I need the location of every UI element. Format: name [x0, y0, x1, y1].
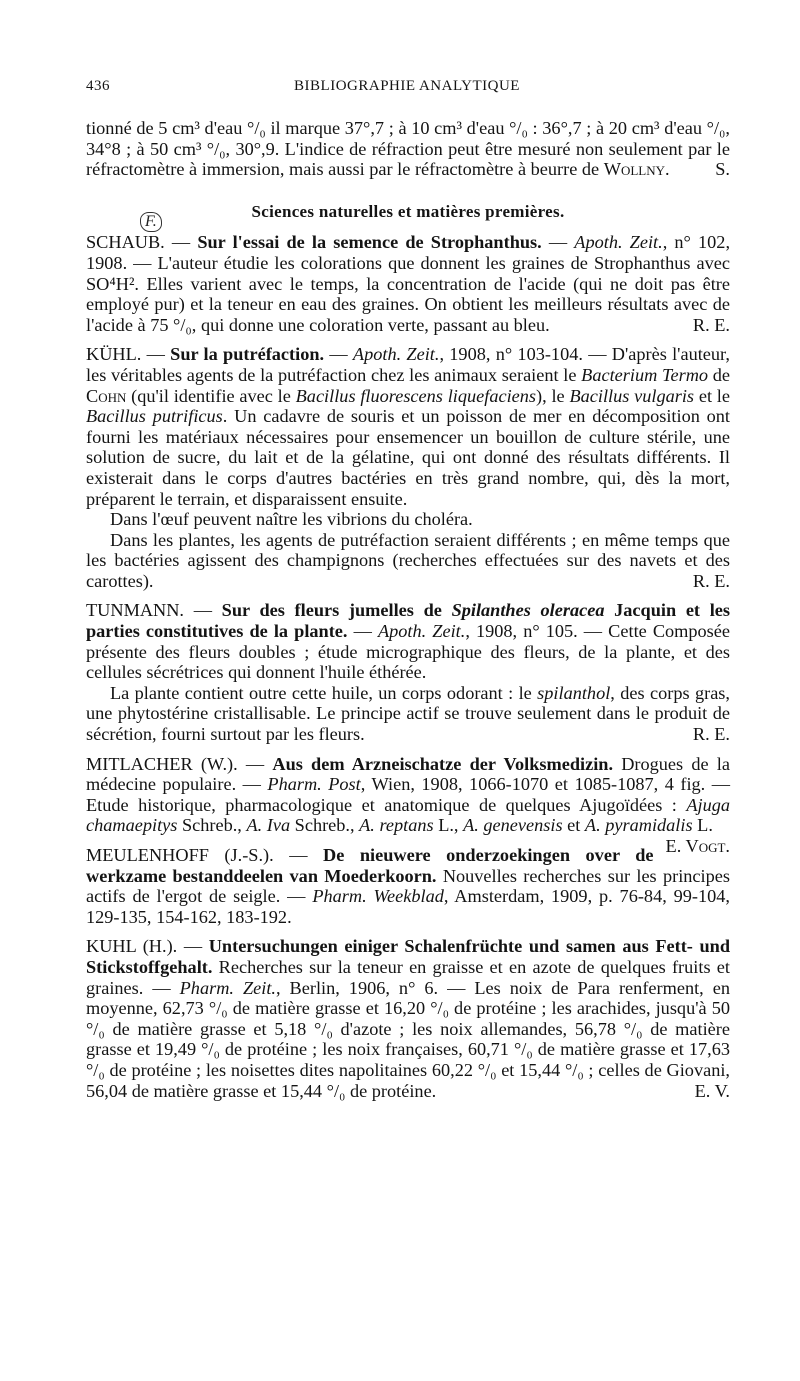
dash: — [184, 600, 222, 621]
journal-name: Pharm. Zeit. [179, 977, 276, 998]
entry-text: , Amsterdam, 1909, p. 76-84, 99-104, 129-135, 154-162, 183-192. [86, 886, 730, 927]
signature: R. E. [692, 724, 730, 745]
signature: S. [715, 159, 730, 180]
entry-schaub [86, 213, 731, 335]
species-name: Bacillus putrificus [86, 406, 223, 427]
species-name: Bacterium Termo [581, 364, 709, 385]
dash: — [324, 344, 353, 365]
entry-meulenhoff [86, 845, 730, 927]
entry-text: , 1908, n° 103-104. — D'après l'auteur, les véritables agents de la putréfaction chez les animaux seraient le [86, 344, 730, 385]
entry-text: . Un cadavre de souris et un poisson de mer en décomposition ont fourni les matériaux nécessaires pour ensemencer un bouillon de culture stérile, une solution de sucre, du lait et de la gélatine, qui ont donné des résultats différents. Il existerait dans le corps d'autres bactéries en très grand nombre, qui, dès la mort, préparent le terrain, et disparaissent ensuite. [86, 406, 730, 509]
entry-author: MITLACHER (W.). [86, 753, 238, 774]
journal-name: Apoth. Zeit. [352, 344, 440, 365]
entry-text: de [708, 364, 731, 385]
dash: — [141, 344, 171, 365]
entry-title: Aus dem Arzneischatze der Volksmedizin. [272, 753, 614, 774]
entry-kuhl-h [86, 936, 730, 1101]
entry-text: Drogues de la médecine populaire. — [86, 753, 730, 795]
journal-name: Pharm. Weekblad [312, 886, 444, 907]
entry-text: ), le [536, 385, 570, 406]
entry-paragraph [86, 683, 730, 745]
entry-author: MEULENHOFF (J.-S.). [86, 845, 274, 865]
entry-author: TUNMANN. [86, 600, 185, 621]
entry-text: Dans les plantes, les agents de putréfaction seraient différents ; en même temps que les bactéries agissent des champignons (recherches effectuées sur des navets et des carottes). [86, 529, 730, 591]
entry-title-cont: Jacquin et les parties constitutives de la plante. [86, 600, 731, 642]
entry-text: et [562, 815, 585, 836]
species-name: Ajuga chamaepitys [86, 794, 730, 836]
signature: R. E. [692, 570, 730, 591]
signature: E. Vogt. [665, 836, 730, 856]
entry-text: La plante contient outre cette huile, un corps odorant : le [110, 682, 538, 703]
dash: — [541, 232, 575, 253]
entry-title: Sur l'essai de la semence de Strophanthus. [197, 232, 542, 253]
body-text [86, 118, 730, 1101]
entry-text: , 1908, n° 105. — Cette Composée présente des fleurs doubles ; étude micrographique des fleurs, de la plante, et des cellules sécrétrices qui donnent l'huile éthérée. [86, 621, 731, 683]
page-number: 436 [86, 78, 110, 94]
section-heading: Sciences naturelles et matières premières. [251, 201, 565, 221]
entry-text: , n° 102, 1908. — L'auteur étudie les colorations que donnent les graines de Strophanthus avec SO⁴H². Elles varient avec le temps, la concentration de l'acide (qui ne doit pas être employé pur) et la teneur en eau des graines. On obtient les meilleurs résultats avec de l'acide à 75 °/₀, qui donne une coloration verte, passant au bleu. [86, 232, 731, 335]
species-name: A. pyramidalis [584, 815, 693, 836]
journal-name: Apoth. Zeit. [574, 232, 663, 253]
entry-title: De nieuwere onderzoekingen over de werkzame bestanddeelen van Moederkoorn. [86, 845, 654, 886]
dash: — [237, 753, 273, 774]
running-title: BIBLIOGRAPHIE ANALYTIQUE [294, 78, 520, 94]
author-ref-cohn: Cohn [86, 385, 127, 406]
entry-text: Schreb., [290, 815, 360, 836]
continuation-text: tionné de 5 cm³ d'eau °/₀ il marque 37°,7 ; à 10 cm³ d'eau °/₀ : 36°,7 ; à 20 cm³ d'eau °/₀, 34°8 ; à 50 cm³ °/₀, 30°,9. L'indice de réfraction peut être mesuré non seulement par le réfractomètre à immersion, mais aussi par le réfractomètre à beurre de [86, 118, 730, 180]
entry-text: , Wien, 1908, 1066-1070 et 1085-1087, 4 fig. — Etude historique, pharmacologique et anatomique de quelques Ajugoïdées : [86, 774, 731, 815]
entry-text: (qu'il identifie avec le [126, 385, 296, 406]
entry-tunmann [86, 600, 730, 682]
entry-text: , Berlin, 1906, n° 6. — Les noix de Para renferment, en moyenne, 62,73 °/₀ de matière grasse et 16,20 °/₀ de protéine ; les arachides, jusqu'à 50 °/₀ de matière grasse et 5,18 °/₀ d'azote ; les noix allemandes, 56,78 °/₀ de matière grasse et 19,49 °/₀ de protéine ; les noix françaises, 60,71 °/₀ de matière grasse et 17,63 °/₀ de protéine ; les noisettes dites napolitaines 60,22 °/₀ et 15,44 °/₀ ; celles de Giovani, 56,04 de matière grasse et 15,44 °/₀ de protéine. [86, 977, 730, 1101]
entry-title: Sur la putréfaction. [170, 344, 325, 365]
entry-text: L. [692, 815, 713, 836]
entry-title: Untersuchungen einiger Schalenfrüchte und samen aus Fett- und Stickstoffgehalt. [86, 936, 731, 977]
entry-kuhl [86, 344, 730, 509]
dash: — [164, 232, 198, 253]
dash: — [177, 936, 209, 957]
entry-text: , des corps gras, une phytostérine cristallisable. Le principe actif se trouve seulement dans le produit de sécrétion, fourni surtout par les fleurs. [86, 682, 730, 745]
entry-text: L., [433, 815, 464, 836]
species-name: Bacillus fluorescens liquefaciens [295, 385, 537, 406]
entry-paragraph: Dans l'œuf peuvent naître les vibrions du choléra. [110, 509, 473, 530]
continuation-paragraph [86, 118, 730, 180]
entry-text: et le [694, 385, 730, 406]
dash: — [347, 621, 378, 642]
entry-paragraph [86, 530, 730, 592]
continuation-end: . [665, 159, 670, 180]
entry-author: KÜHL. [86, 344, 142, 365]
species-name: A. reptans [359, 815, 434, 836]
entry-author: KUHL (H.). [86, 936, 178, 957]
signature: E. V. [694, 1080, 730, 1101]
journal-name: Apoth. Zeit. [377, 621, 466, 642]
dash: — [273, 845, 324, 865]
author-ref-wollny: Wollny [603, 159, 666, 180]
journal-name: Pharm. Post [267, 774, 361, 795]
handwritten-annotation: F. [140, 212, 162, 232]
entry-title: Sur des fleurs jumelles de [221, 600, 452, 621]
running-head [86, 78, 728, 102]
species-name: Spilanthes oleracea [451, 600, 605, 621]
species-name: Bacillus vulgaris [569, 385, 695, 406]
entry-text: Schreb., [177, 815, 247, 836]
species-name: A. genevensis [463, 815, 563, 836]
entry-author: SCHAUB. [86, 232, 165, 253]
species-name: A. Iva [246, 815, 291, 836]
entry-text: Nouvelles recherches sur les principes actifs de l'ergot de seigle. — [86, 865, 730, 907]
compound-name: spilanthol [537, 682, 611, 703]
entry-text: Recherches sur la teneur en graisse et en azote de quelques fruits et graines. — [86, 956, 730, 998]
signature: R. E. [692, 314, 730, 335]
